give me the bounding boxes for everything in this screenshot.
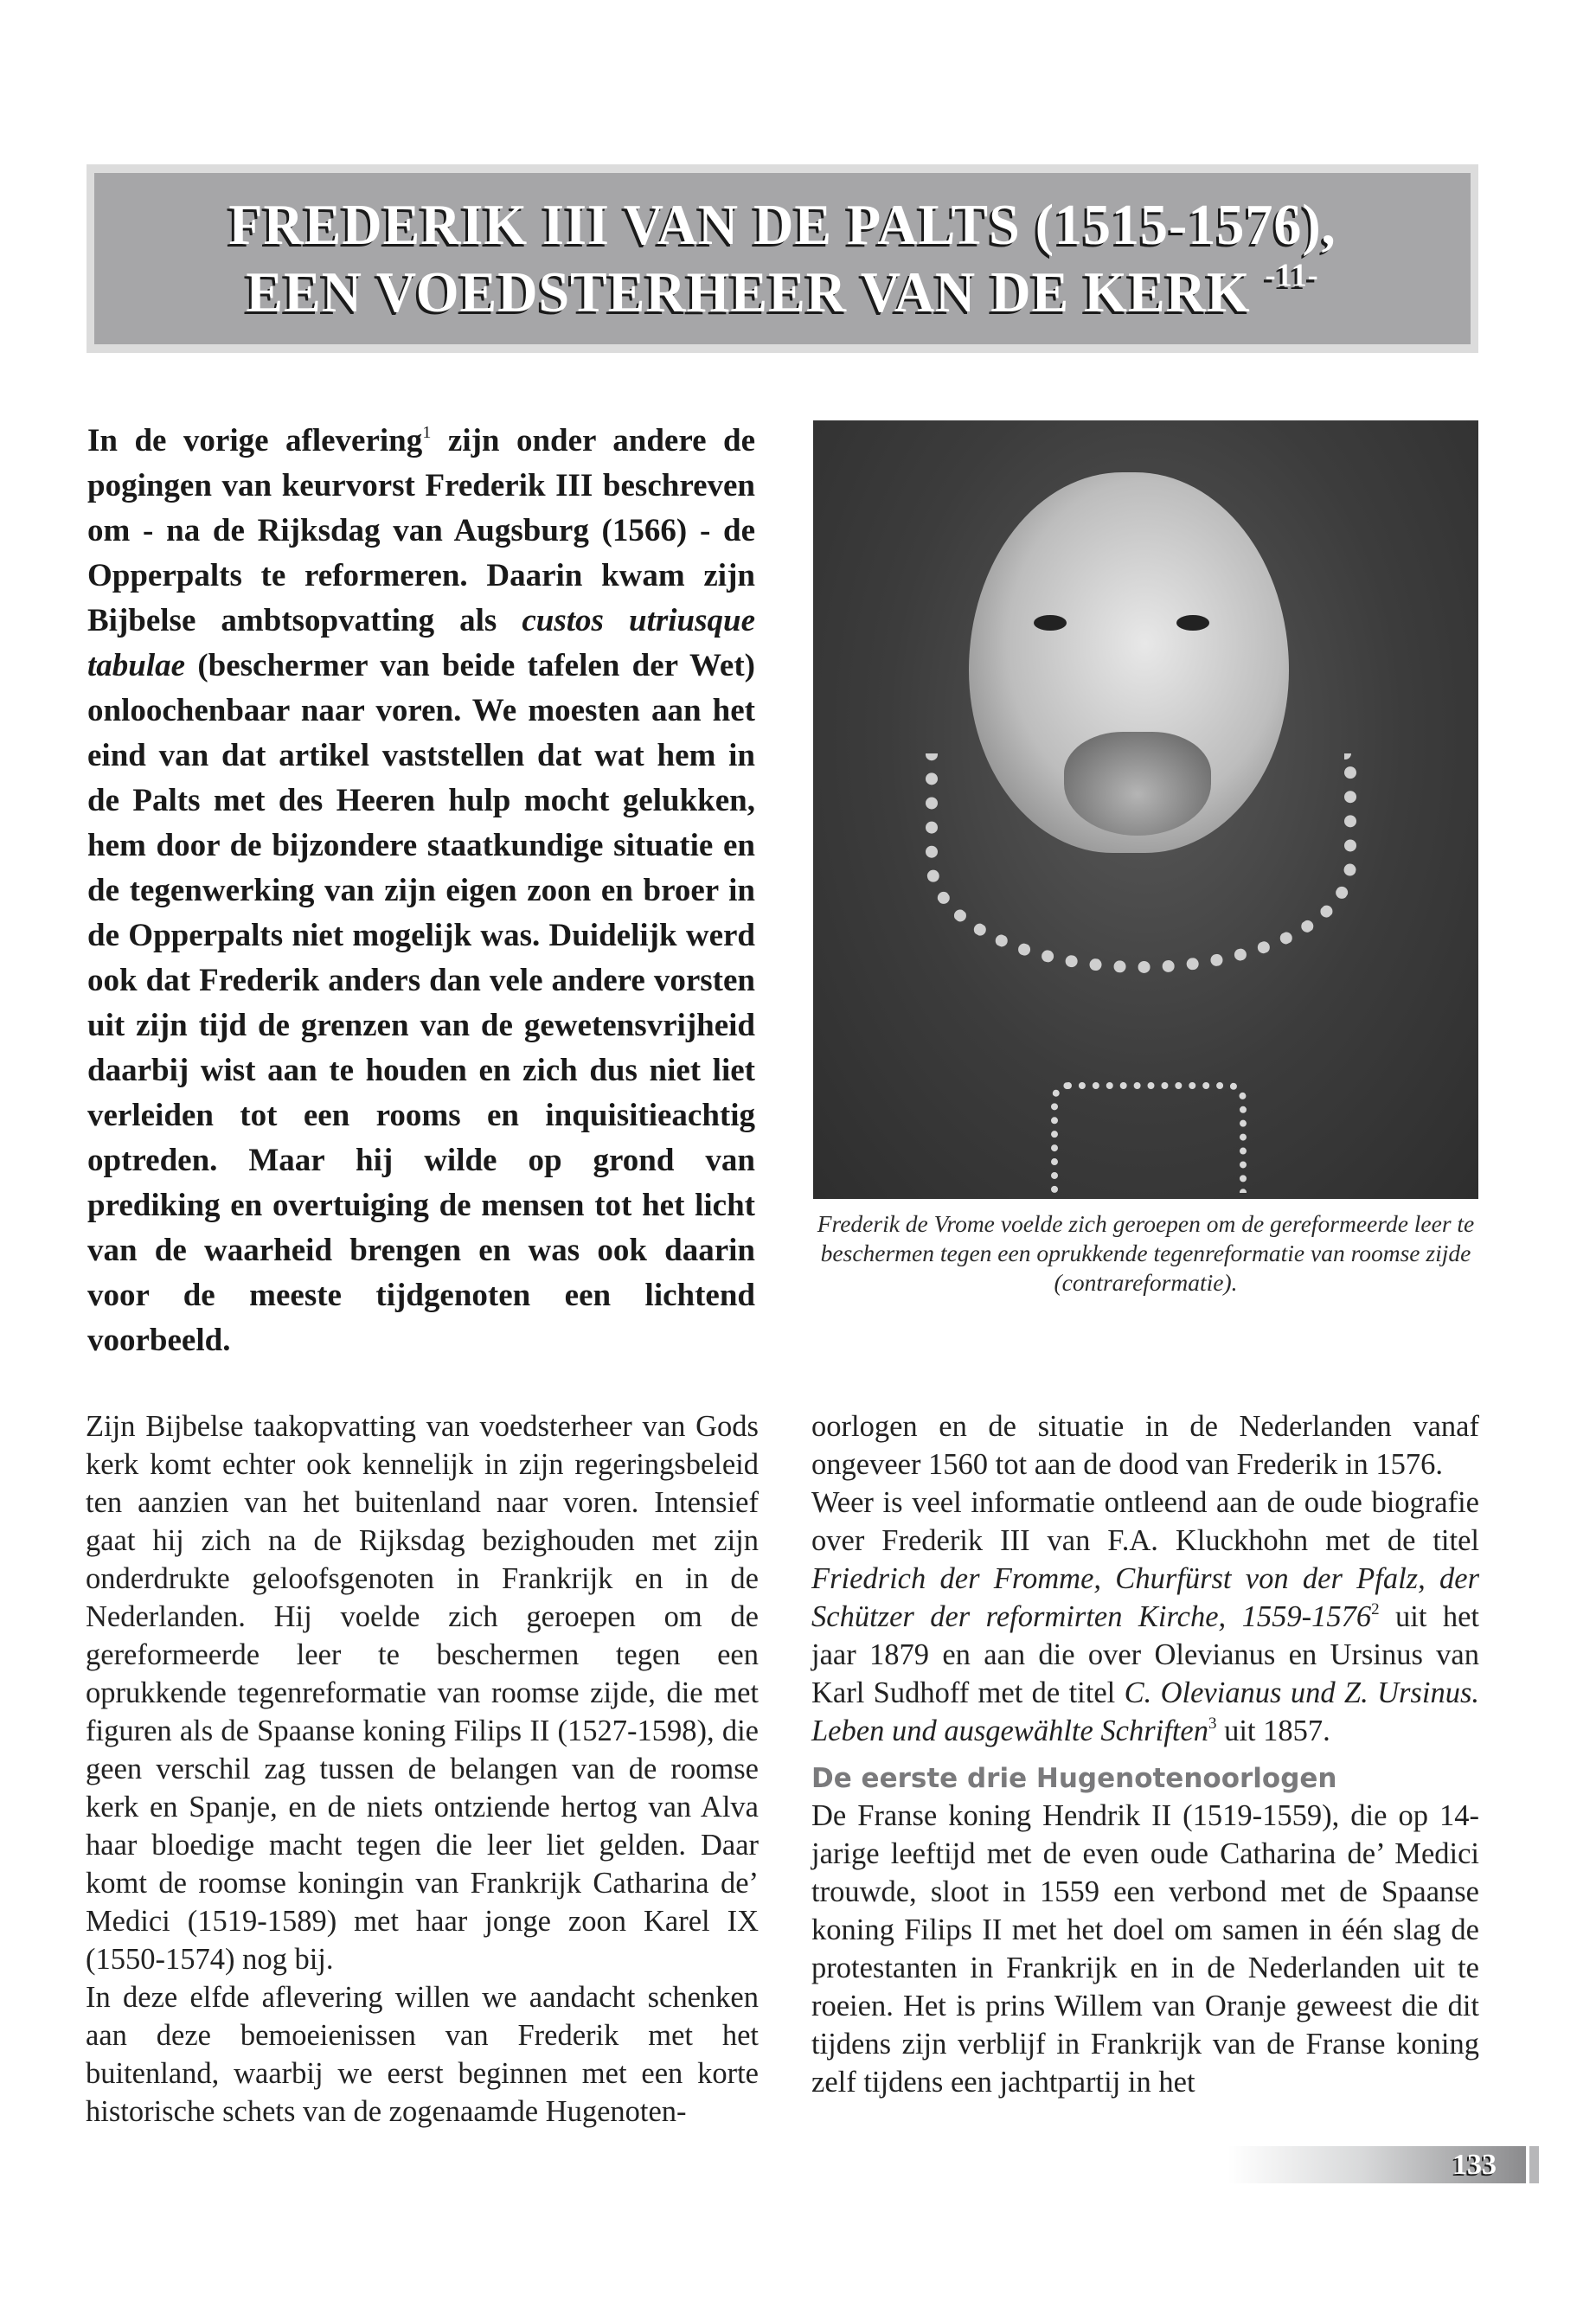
- right-p2-text-c: uit 1857.: [1216, 1715, 1330, 1747]
- title-banner: [87, 164, 1478, 353]
- left-paragraph-1: Zijn Bijbelse taakopvatting van voedsterheer van Gods kerk komt echter ook kennelijk in zijn regeringsbeleid ten aanzien van het buitenland naar voren. Intensief gaat hij zich na de Rijksdag bezighouden met zijn onderdrukte geloofsgenoten in Frankrijk en in de Nederlanden. Hij voelde zich geroepen om de gereformeerde leer te beschermen tegen een oprukkende tegenreformatie van roomse zijde, die met figuren als de Spaanse koning Filips II (1527-1598), die geen verschil zag tussen de belangen van de roomse kerk en Spanje, en de niets ontziende hertog van Alva haar bloedige macht tegen die leer liet gelden. Daar komt de roomse koningin van Frankrijk Catharina de’ Medici (1519-1589) met haar jonge zoon Karel IX (1550-1574) nog bij.: [86, 1410, 759, 1976]
- figure-caption: Frederik de Vrome voelde zich geroepen om de gereformeerde leer te beschermen tegen een oprukkende tegenreformatie van roomse zijde (contrareformatie).: [817, 1210, 1475, 1296]
- footnote-ref-3[interactable]: 3: [1208, 1714, 1217, 1733]
- portrait-eye-right: [1176, 615, 1209, 631]
- title-text-1: FREDERIK III VAN DE PALTS (1515-1576),: [228, 192, 1336, 257]
- portrait-ruff-collar: [926, 753, 1356, 973]
- footnote-ref-2[interactable]: 2: [1371, 1599, 1380, 1618]
- right-p2-text-a: Weer is veel informatie ontleend aan de oude biografie over Frederik III van F.A. Kluckhohn met de titel: [811, 1486, 1479, 1557]
- page-number-tab: [1529, 2146, 1539, 2183]
- intro-text-a: zijn onder andere de pogingen van keurvorst Frederik III beschreven om - na de Rijksdag van Augsburg (1566) - de Opperpalts te reformeren. Daarin kwam zijn Bijbelse ambtsopvatting als: [87, 423, 756, 638]
- episode-marker: -11-: [1265, 257, 1319, 294]
- title-line-2: [246, 257, 1318, 328]
- intro-paragraph: [87, 419, 755, 1363]
- intro-text-start: In de vorige aflevering: [87, 423, 423, 458]
- body-column-left: [86, 1407, 759, 2131]
- footnote-ref-1[interactable]: 1: [422, 422, 432, 442]
- body-column-right: [811, 1407, 1479, 2101]
- title-banner-inner: [94, 173, 1471, 344]
- left-paragraph-2: In deze elfde aflevering willen we aandacht schenken aan deze bemoeienissen van Frederik met het buitenland, waarbij we eerst beginnen met een korte historische schets van de zogenaamde Hugenoten-: [86, 1981, 759, 2128]
- right-paragraph-3: De Franse koning Hendrik II (1519-1559), die op 14-jarige leeftijd met de even oude Catharina de’ Medici trouwde, sloot in 1559 een verbond met de Spaanse koning Filips II met het doel om samen in één slag de protestanten in Frankrijk en in de Nederlanden uit te roeien. Het is prins Willem van Oranje geweest die dit tijdens zijn verblijf in Frankrijk van de Franse koning zelf tijdens een jachtpartij in het: [811, 1799, 1479, 2099]
- book-title-kluckhohn: Friedrich der Fromme, Churfürst von der Pfalz, der Schützer der reformirten Kirche, 1559-1576: [811, 1562, 1479, 1633]
- title-line-1: [228, 189, 1336, 260]
- right-paragraph-1: oorlogen en de situatie in de Nederlanden vanaf ongeveer 1560 tot aan de dood van Frederik in 1576.: [811, 1410, 1479, 1481]
- page-number: 133: [1452, 2149, 1497, 2181]
- portrait-chain: [1051, 1082, 1247, 1193]
- right-paragraph-2: [811, 1484, 1479, 1750]
- portrait-eye-left: [1034, 615, 1067, 631]
- title-text-2: EEN VOEDSTERHEER VAN DE KERK: [246, 260, 1251, 324]
- right-p2-text-b: uit het jaar 1879 en aan die over Olevianus en Ursinus van Karl Sudhoff met de titel: [811, 1600, 1480, 1709]
- portrait-image: [813, 420, 1478, 1199]
- page-number-bar: [1228, 2146, 1526, 2183]
- intro-latin-phrase: custos utriusque tabulae: [87, 603, 756, 683]
- section-heading: De eerste drie Hugenotenoorlogen: [811, 1763, 1337, 1794]
- intro-text-b: (beschermer van beide tafelen der Wet) onloochenbaar naar voren. We moesten aan het eind van dat artikel vaststellen dat wat hem in de Palts met des Heeren hulp mocht gelukken, hem door de bijzondere staatkundige situatie en de tegenwerking van zijn eigen zoon en broer in de Opperpalts niet mogelijk was. Duidelijk werd ook dat Frederik anders dan vele andere vorsten uit zijn tijd de grenzen van de gewetensvrijheid daarbij wist aan te houden en zich dus niet liet verleiden tot een rooms en inquisitieachtig optreden. Maar hij wilde op grond van prediking en overtuiging de mensen tot het licht van de waarheid brengen en was ook daarin voor de meeste tijdgenoten een lichtend voorbeeld.: [87, 648, 755, 1358]
- book-title-sudhoff: C. Olevianus und Z. Ursinus. Leben und ausgewählte Schriften: [811, 1676, 1479, 1747]
